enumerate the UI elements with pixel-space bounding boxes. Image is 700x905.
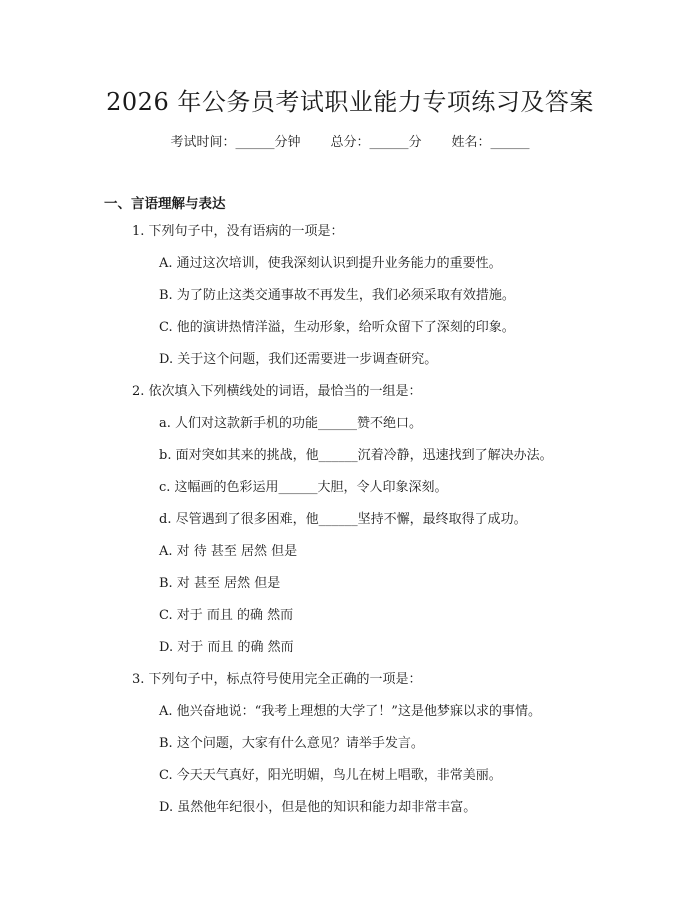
question-option: C. 今天天气真好，阳光明媚，鸟儿在树上唱歌，非常美丽。 — [159, 768, 502, 783]
question-option: C. 他的演讲热情洋溢，生动形象，给听众留下了深刻的印象。 — [159, 320, 515, 335]
question-option: c. 这幅画的色彩运用______大胆，令人印象深刻。 — [159, 480, 448, 495]
name-field: 姓名：______ — [451, 135, 530, 150]
question-option: B. 这个问题，大家有什么意见？请举手发言。 — [159, 736, 424, 751]
question-stem: 1. 下列句子中，没有语病的一项是： — [132, 224, 344, 239]
question-option: C. 对于 而且 的确 然而 — [159, 608, 294, 623]
question-option: a. 人们对这款新手机的功能______赞不绝口。 — [159, 416, 423, 431]
question-option: b. 面对突如其来的挑战，他______沉着冷静，迅速找到了解决办法。 — [159, 448, 553, 463]
question-option: A. 对 待 甚至 居然 但是 — [159, 544, 298, 559]
section-title: 一、言语理解与表达 — [104, 196, 226, 212]
question-stem: 3. 下列句子中，标点符号使用完全正确的一项是： — [132, 672, 422, 687]
question-option: d. 尽管遇到了很多困难，他______坚持不懈，最终取得了成功。 — [159, 512, 527, 527]
question-option: B. 对 甚至 居然 但是 — [159, 576, 281, 591]
question-option: B. 为了防止这类交通事故不再发生，我们必须采取有效措施。 — [159, 288, 515, 303]
question-stem: 2. 依次填入下列横线处的词语，最恰当的一组是： — [132, 384, 422, 399]
exam-info — [0, 131, 700, 150]
question-option: D. 虽然他年纪很小，但是他的知识和能力却非常丰富。 — [159, 800, 477, 815]
question-option: D. 对于 而且 的确 然而 — [159, 640, 294, 655]
exam-time-field: 考试时间：______分钟 — [170, 135, 301, 150]
question-option: A. 通过这次培训，使我深刻认识到提升业务能力的重要性。 — [159, 256, 502, 271]
question-option: D. 关于这个问题，我们还需要进一步调查研究。 — [159, 352, 438, 367]
total-score-field: 总分：______分 — [330, 135, 422, 150]
question-option: A. 他兴奋地说：“我考上理想的大学了！”这是他梦寐以求的事情。 — [159, 704, 541, 719]
document-title: 2026 年公务员考试职业能力专项练习及答案 — [106, 88, 594, 116]
